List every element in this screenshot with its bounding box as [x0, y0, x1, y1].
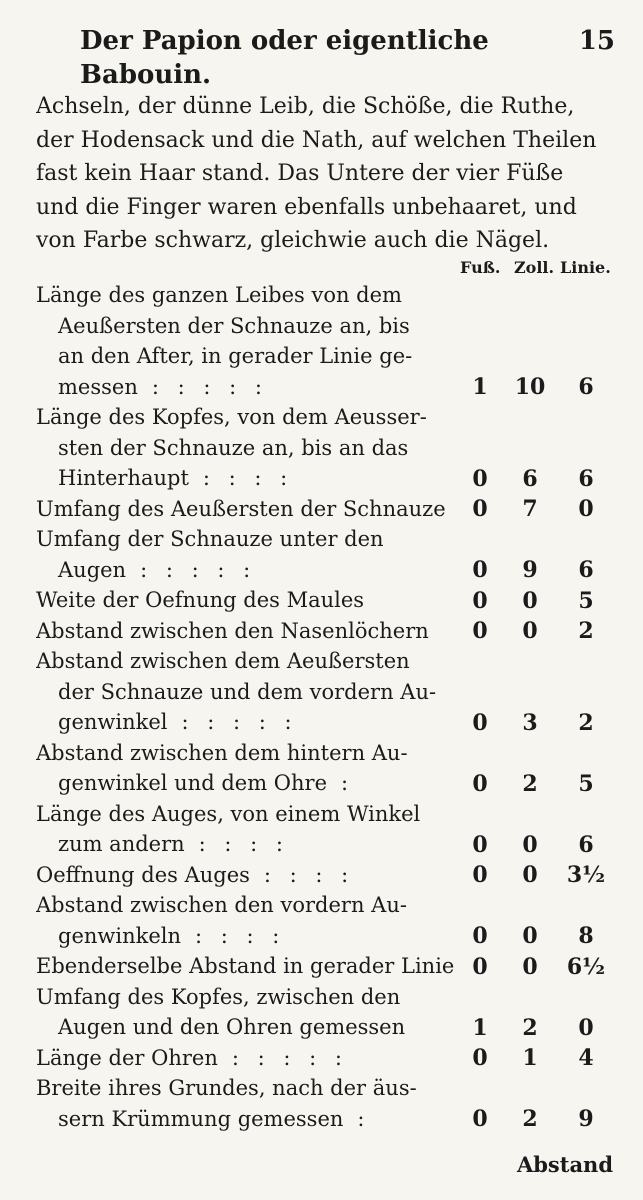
column-zoll: Zoll. — [514, 258, 555, 277]
measurement-values — [446, 584, 616, 614]
leader-dots: : : : : : — [181, 710, 298, 734]
value-zoll: 2 — [522, 770, 538, 797]
value-zoll: 0 — [522, 953, 538, 980]
value-zoll: 0 — [522, 862, 538, 888]
measurement-label-line: genwinkel : : : : : — [58, 710, 298, 734]
measurement-label-line: Augen : : : : : — [58, 557, 257, 582]
leader-dots: : : : : — [198, 832, 289, 856]
intro-paragraph — [36, 90, 616, 258]
measurement-values — [446, 858, 616, 888]
value-linie: 6 — [578, 465, 594, 492]
measurement-row — [36, 890, 616, 951]
measurement-label-line: zum andern : : : : — [58, 832, 289, 856]
value-fuss: 0 — [472, 587, 488, 614]
leader-dots: : : : : — [263, 862, 355, 887]
measurement-row — [36, 402, 616, 494]
measurement-row — [36, 951, 616, 982]
value-fuss: 0 — [472, 465, 488, 492]
measurement-label-line: Länge des Auges, von einem Winkel — [36, 801, 421, 826]
value-zoll: 2 — [522, 1014, 538, 1041]
measurement-label-line: messen : : : : : — [58, 374, 268, 399]
leader-dots: : : : : : — [140, 557, 257, 582]
measurement-label-line: genwinkel und dem Ohre : — [58, 771, 355, 795]
measurement-values — [446, 462, 616, 492]
value-linie: 2 — [578, 618, 594, 644]
measurement-row — [36, 280, 616, 402]
measurement-label-line: Breite ihres Grundes, nach der äus- — [36, 1076, 417, 1100]
measurement-label-line: Umfang des Kopfes, zwischen den — [36, 984, 401, 1009]
measurement-row — [36, 799, 616, 860]
measurement-label-line: Umfang des Aeußersten der Schnauze — [36, 496, 446, 521]
value-zoll: 6 — [522, 465, 538, 492]
intro-line: und die Finger waren ebenfalls unbehaaret, und — [36, 194, 577, 220]
value-zoll: 0 — [522, 831, 538, 858]
measurement-label-line: Umfang der Schnauze unter den — [36, 527, 384, 551]
value-zoll: 2 — [522, 1106, 538, 1132]
value-linie: 0 — [578, 1014, 594, 1041]
value-zoll: 0 — [522, 587, 538, 614]
measurement-row — [36, 494, 616, 525]
measurement-values — [446, 492, 616, 522]
value-fuss: 0 — [472, 618, 488, 644]
leader-dots: : : : : — [195, 923, 286, 948]
measurement-label-line: Hinterhaupt : : : : — [58, 466, 294, 490]
value-linie: 0 — [578, 496, 594, 522]
measurement-label-line: Abstand zwischen dem Aeußersten — [36, 649, 410, 673]
measurement-row — [36, 585, 616, 616]
value-linie: 3½ — [566, 862, 606, 888]
measurement-values — [446, 1011, 616, 1041]
measurement-values — [446, 1102, 616, 1132]
measurement-row — [36, 616, 616, 647]
value-fuss: 0 — [472, 953, 488, 980]
value-linie: 9 — [578, 1106, 594, 1132]
value-fuss: 0 — [472, 557, 488, 583]
measurement-row — [36, 738, 616, 799]
measurement-label-line: Ebenderselbe Abstand in gerader Linie — [36, 954, 455, 978]
measurement-label-line: Abstand zwischen den vordern Au- — [36, 893, 407, 917]
value-linie: 6 — [578, 831, 594, 858]
value-fuss: 1 — [472, 1014, 488, 1041]
leader-dots: : : : : : — [231, 1045, 348, 1070]
leader-dots: : : : : — [202, 466, 294, 490]
value-zoll: 1 — [522, 1045, 538, 1071]
value-fuss: 0 — [472, 770, 488, 797]
measurement-label-line: Aeußersten der Schnauze an, bis — [58, 313, 410, 338]
catchword: Abstand — [516, 1152, 613, 1177]
value-fuss: 0 — [472, 1045, 488, 1071]
page-title: Der Papion oder eigentliche Babouin. — [80, 26, 489, 90]
value-linie: 2 — [578, 709, 594, 736]
value-linie: 6 — [578, 374, 594, 400]
value-zoll: 0 — [522, 618, 538, 644]
measurement-label-line: Abstand zwischen den Nasenlöchern — [36, 618, 429, 643]
measurement-label-line: Länge des ganzen Leibes von dem — [36, 283, 402, 307]
intro-line: von Farbe schwarz, gleichwie auch die Nägel. — [36, 228, 550, 253]
measurement-label-line: Oeffnung des Auges : : : : — [36, 862, 355, 887]
value-fuss: 0 — [472, 923, 488, 949]
measurement-label-line: Länge der Ohren : : : : : — [36, 1045, 348, 1070]
intro-line: der Hodensack und die Nath, auf welchen Theilen — [36, 127, 597, 153]
measurement-row — [36, 860, 616, 891]
measurement-values — [446, 1041, 616, 1071]
measurement-label-line: genwinkeln : : : : — [58, 923, 286, 948]
value-fuss: 1 — [472, 374, 488, 400]
value-fuss: 0 — [472, 709, 488, 736]
value-fuss: 0 — [472, 831, 488, 858]
value-linie: 6 — [578, 557, 594, 583]
measurement-row — [36, 646, 616, 738]
leader-dots: : — [341, 771, 355, 795]
leader-dots: : : : : : — [151, 374, 268, 399]
value-zoll: 10 — [514, 374, 546, 400]
measurement-table — [36, 280, 616, 1134]
measurement-values — [446, 370, 616, 400]
measurement-row — [36, 1043, 616, 1074]
value-fuss: 0 — [472, 1106, 488, 1132]
value-linie: 4 — [578, 1045, 594, 1071]
leader-dots: : — [357, 1106, 371, 1131]
value-zoll: 9 — [522, 557, 538, 583]
measurement-row — [36, 982, 616, 1043]
measurement-label-line: der Schnauze und dem vordern Au- — [58, 679, 437, 704]
value-linie: 5 — [578, 770, 594, 797]
measurement-row — [36, 1073, 616, 1134]
measurement-label-line: Weite der Oefnung des Maules — [36, 588, 365, 612]
measurement-values — [446, 919, 616, 949]
value-linie: 8 — [578, 923, 594, 949]
intro-line: fast kein Haar stand. Das Untere der vier Füße — [36, 161, 564, 186]
value-zoll: 0 — [522, 923, 538, 949]
measurement-row — [36, 524, 616, 585]
measurement-label-line: Augen und den Ohren gemessen — [58, 1015, 406, 1039]
measurement-label-line: sern Krümmung gemessen : — [58, 1106, 371, 1131]
measurement-values — [446, 614, 616, 644]
value-linie: 6½ — [566, 953, 606, 980]
value-zoll: 3 — [522, 709, 538, 736]
measurement-label-line: Abstand zwischen dem hintern Au- — [36, 740, 408, 765]
measurement-values — [446, 553, 616, 583]
intro-line: Achseln, der dünne Leib, die Schöße, die Ruthe, — [36, 94, 575, 119]
measurement-label-line: an den After, in gerader Linie ge- — [58, 344, 413, 368]
column-linie: Linie. — [560, 258, 611, 277]
value-linie: 5 — [578, 587, 594, 614]
measurement-values — [446, 767, 616, 797]
measurement-values — [446, 950, 616, 980]
column-fuss: Fuß. — [460, 258, 501, 277]
measurement-values — [446, 706, 616, 736]
measurement-label-line: sten der Schnauze an, bis an das — [58, 435, 409, 460]
measurement-label-line: Länge des Kopfes, von dem Aeusser- — [36, 405, 427, 429]
measurement-values — [446, 828, 616, 858]
value-fuss: 0 — [472, 862, 488, 888]
page-number: 15 — [578, 26, 615, 56]
value-fuss: 0 — [472, 496, 488, 522]
value-zoll: 7 — [522, 496, 538, 522]
